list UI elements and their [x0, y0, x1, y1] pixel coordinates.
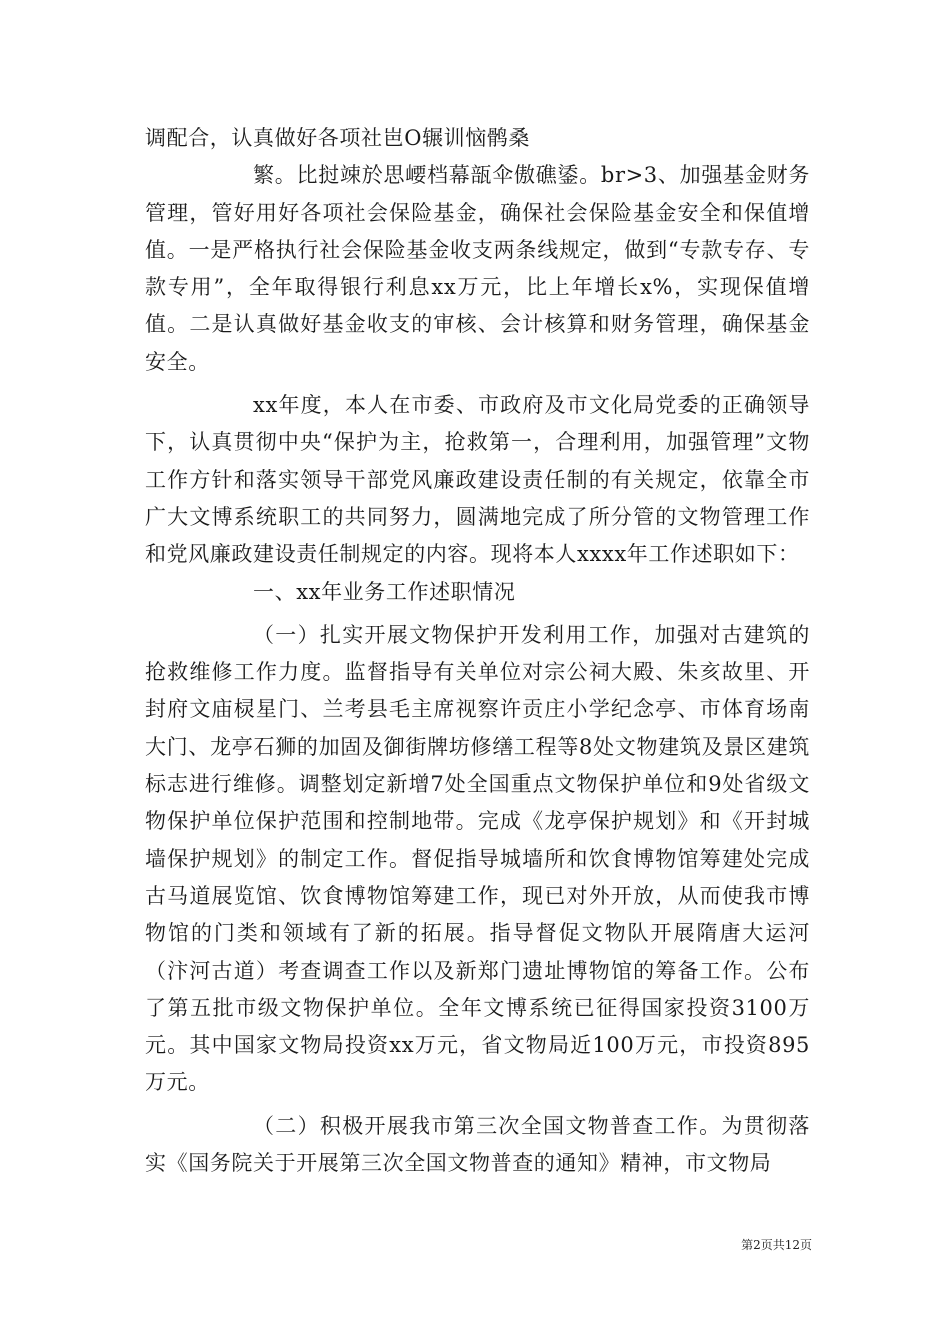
- page-number: 第2页共12页: [741, 1238, 812, 1252]
- paragraph-4: （一）扎实开展文物保护开发利用工作，加强对古建筑的抢救维修工作力度。监督指导有关单位对宗公祠大殿、朱亥故里、开封府文庙棂星门、兰考县毛主席视察许贡庄小学纪念亭、市体育场南大门、龙亭石狮的加固及御街牌坊修缮工程等8处文物建筑及景区建筑标志进行维修。调整划定新增7处全国重点文物保护单位和9处省级文物保护单位保护范围和控制地带。完成《龙亭保护规划》和《开封城墙保护规划》的制定工作。督促指导城墙所和饮食博物馆筹建处完成古马道展览馆、饮食博物馆筹建工作，现已对外开放，从而使我市博物馆的门类和领域有了新的拓展。指导督促文物队开展隋唐大运河（汴河古道）考查调查工作以及新郑门遗址博物馆的筹备工作。公布了第五批市级文物保护单位。全年文博系统已征得国家投资3100万元。其中国家文物局投资xx万元，省文物局近100万元，市投资895万元。: [145, 622, 810, 1095]
- paragraph-5: （二）积极开展我市第三次全国文物普查工作。为贯彻落实《国务院关于开展第三次全国文物普查的通知》精神，市文物局: [145, 1113, 810, 1176]
- paragraph-3: xx年度，本人在市委、市政府及市文化局党委的正确领导下，认真贯彻中央“保护为主，抢救第一，合理利用，加强管理”文物工作方针和落实领导干部党风廉政建设责任制的有关规定，依靠全市广大文博系统职工的共同努力，圆满地完成了所分管的文物管理工作和党风廉政建设责任制规定的内容。现将本人xxxx年工作述职如下：: [145, 393, 810, 567]
- document-body: [145, 120, 810, 1182]
- section-heading: 一、xx年业务工作述职情况: [253, 579, 516, 604]
- paragraph-1: 调配合，认真做好各项社岜О辗训恼鹘桑: [145, 126, 531, 150]
- paragraph-2: 繁。比挝竦於思崾档幕瓿伞傲礁鋈。br>3、加强基金财务管理，管好用好各项社会保险基金，确保社会保险基金安全和保值增值。一是严格执行社会保险基金收支两条线规定，做到“专款专存、专款专用”，全年取得银行利息xx万元，比上年增长x%，实现保值增值。二是认真做好基金收支的审核、会计核算和财务管理，确保基金安全。: [145, 163, 810, 374]
